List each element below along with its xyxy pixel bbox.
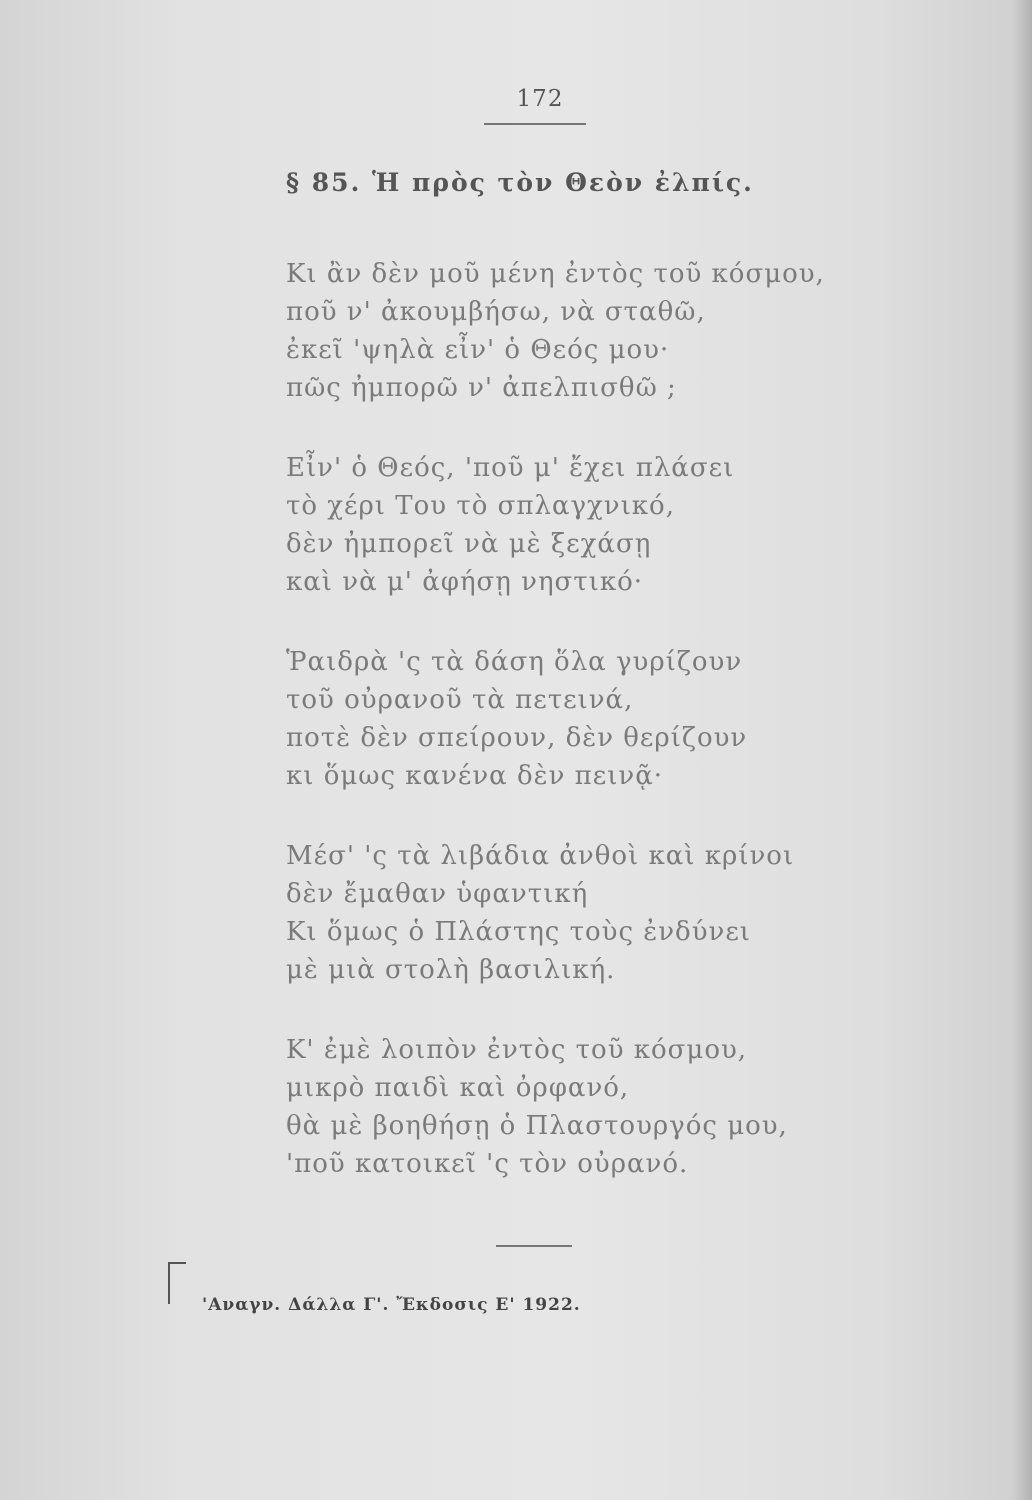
poem-line: ἐκεῖ 'ψηλὰ εἶν' ὁ Θεός μου· bbox=[286, 335, 670, 365]
poem-line: Ῥαιδρὰ 'ς τὰ δάση ὅλα γυρίζουν bbox=[286, 647, 743, 677]
stanza-1 bbox=[286, 255, 825, 407]
poem-line: τὸ χέρι Του τὸ σπλαγχνικό, bbox=[286, 491, 675, 521]
poem-line: καὶ νὰ μ' ἀφήσῃ νηστικό· bbox=[286, 567, 644, 597]
page-number: 172 bbox=[516, 86, 564, 112]
poem-line: κι ὅμως κανένα δὲν πεινᾷ· bbox=[286, 761, 664, 791]
poem-line: τοῦ οὐρανοῦ τὰ πετεινά, bbox=[286, 685, 634, 715]
poem bbox=[286, 255, 825, 1225]
page-number-rule bbox=[484, 123, 586, 125]
poem-line: δὲν ἠμπορεῖ νὰ μὲ ξεχάσῃ bbox=[286, 529, 652, 559]
poem-line: Κ' ἐμὲ λοιπὸν ἐντὸς τοῦ κόσμου, bbox=[286, 1035, 748, 1065]
poem-line: Εἶν' ὁ Θεός, 'ποῦ μ' ἔχει πλάσει bbox=[286, 453, 735, 483]
poem-line: μικρὸ παιδὶ καὶ ὀρφανό, bbox=[286, 1073, 630, 1103]
footer-rule bbox=[496, 1245, 572, 1247]
footer-bracket-mark bbox=[168, 1262, 186, 1304]
poem-line: Κι ὅμως ὁ Πλάστης τοὺς ἐνδύνει bbox=[286, 917, 751, 947]
stanza-5 bbox=[286, 1031, 806, 1183]
poem-line: πῶς ἠμπορῶ ν' ἀπελπισθῶ ; bbox=[286, 373, 677, 403]
stanza-3 bbox=[286, 643, 806, 795]
poem-line: 'ποῦ κατοικεῖ 'ς τὸν οὐρανό. bbox=[286, 1149, 689, 1179]
stanza-4 bbox=[286, 837, 806, 989]
section-title: § 85. Ἡ πρὸς τὸν Θεὸν ἐλπίς. bbox=[286, 168, 754, 197]
poem-line: Κι ἂν δὲν μοῦ μένη ἐντὸς τοῦ κόσμου, bbox=[286, 259, 825, 289]
poem-line: θὰ μὲ βοηθήσῃ ὁ Πλαστουργός μου, bbox=[286, 1111, 788, 1141]
page-binding-shadow bbox=[1012, 0, 1032, 1500]
poem-line: ποτὲ δὲν σπείρουν, δὲν θερίζουν bbox=[286, 723, 748, 753]
poem-line: δὲν ἔμαθαν ὑφαντική bbox=[286, 879, 589, 909]
poem-line: ποῦ ν' ἀκουμβήσω, νὰ σταθῶ, bbox=[286, 297, 706, 327]
footer-source-note: 'Αναγν. Δάλλα Γ'. Ἔκδοσις Ε' 1922. bbox=[202, 1295, 581, 1315]
poem-line: μὲ μιὰ στολὴ βασιλική. bbox=[286, 955, 616, 985]
poem-line: Μέσ' 'ς τὰ λιβάδια ἀνθοὶ καὶ κρίνοι bbox=[286, 841, 795, 871]
stanza-2 bbox=[286, 449, 806, 601]
